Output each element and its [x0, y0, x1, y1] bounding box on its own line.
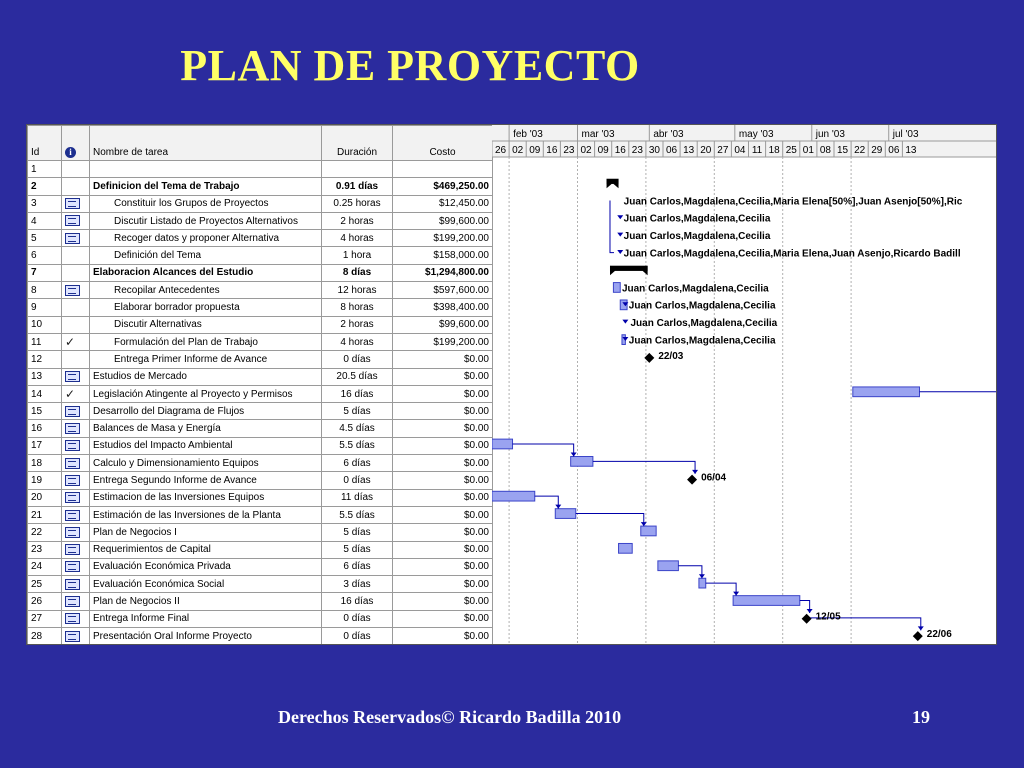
- task-duration: 5.5 días: [322, 437, 393, 454]
- task-indicator: [62, 333, 90, 350]
- task-id: 23: [28, 541, 62, 558]
- week-label: 23: [563, 145, 575, 156]
- dependency-arrowhead: [699, 574, 705, 578]
- task-duration: 0 días: [322, 628, 393, 645]
- table-row[interactable]: [28, 316, 493, 333]
- calendar-icon: [65, 233, 80, 244]
- task-name: Plan de Negocios II: [90, 593, 322, 610]
- table-row[interactable]: [28, 403, 493, 420]
- task-indicator: [62, 385, 90, 402]
- task-indicator: [62, 541, 90, 558]
- week-label: 04: [734, 145, 746, 156]
- task-cost: $398,400.00: [393, 299, 493, 316]
- month-label: feb '03: [513, 129, 543, 140]
- task-cost: $0.00: [393, 610, 493, 627]
- dependency-line: [800, 601, 810, 614]
- task-bar: [492, 491, 535, 501]
- calendar-icon: [65, 596, 80, 607]
- checkmark-icon: ✓: [65, 386, 76, 401]
- task-id: 12: [28, 351, 62, 368]
- table-row[interactable]: [28, 230, 493, 247]
- task-name: Legislación Atingente al Proyecto y Permisos: [90, 385, 322, 402]
- task-indicator: [62, 524, 90, 541]
- task-id: 4: [28, 212, 62, 229]
- task-duration: 11 días: [322, 489, 393, 506]
- task-duration: 4.5 días: [322, 420, 393, 437]
- slide-footer: Derechos Reservados© Ricardo Badilla 2010: [278, 707, 622, 727]
- week-label: 06: [888, 145, 900, 156]
- slide-title: PLAN DE PROYECTO: [180, 41, 640, 90]
- resource-label: Juan Carlos,Magdalena,Cecilia: [623, 231, 771, 243]
- dependency-line: [610, 200, 614, 252]
- calendar-icon: [65, 458, 80, 469]
- task-name: Elaborar borrador propuesta: [90, 299, 322, 316]
- task-indicator: [62, 264, 90, 281]
- table-row[interactable]: [28, 420, 493, 437]
- task-indicator: [62, 212, 90, 229]
- task-id: 16: [28, 420, 62, 437]
- week-label: 29: [871, 145, 883, 156]
- calendar-icon: [65, 198, 80, 209]
- week-label: 15: [836, 145, 849, 156]
- task-duration: 5 días: [322, 524, 393, 541]
- task-cost: $99,600.00: [393, 212, 493, 229]
- task-duration: 6 días: [322, 558, 393, 575]
- task-name: Requerimientos de Capital: [90, 541, 322, 558]
- task-name: [90, 161, 322, 178]
- task-id: 14: [28, 385, 62, 402]
- task-cost: $0.00: [393, 351, 493, 368]
- table-row[interactable]: [28, 558, 493, 575]
- task-duration: 16 días: [322, 385, 393, 402]
- task-bar: [699, 578, 706, 588]
- column-header-indicators[interactable]: [62, 126, 90, 161]
- table-row[interactable]: [28, 195, 493, 212]
- calendar-icon: [65, 510, 80, 521]
- column-header-cost[interactable]: Costo: [393, 126, 493, 161]
- gantt-timeline: [492, 125, 996, 644]
- summary-bar: [610, 266, 648, 271]
- task-name: Balances de Masa y Energía: [90, 420, 322, 437]
- task-cost: [393, 161, 493, 178]
- calendar-icon: [65, 579, 80, 590]
- calendar-icon: [65, 492, 80, 503]
- table-row[interactable]: [28, 264, 493, 281]
- table-row[interactable]: [28, 610, 493, 627]
- task-name: Discutir Alternativas: [90, 316, 322, 333]
- task-name: Recoger datos y proponer Alternativa: [90, 230, 322, 247]
- task-id: 18: [28, 455, 62, 472]
- month-label: mar '03: [581, 129, 615, 140]
- task-duration: 0.25 horas: [322, 195, 393, 212]
- week-label: 08: [819, 145, 832, 156]
- task-indicator: [62, 506, 90, 523]
- calendar-icon: [65, 285, 80, 296]
- dependency-arrowhead: [622, 320, 628, 324]
- task-duration: 8 horas: [322, 299, 393, 316]
- dependency-arrowhead: [555, 505, 561, 509]
- task-indicator: [62, 593, 90, 610]
- task-cost: $0.00: [393, 489, 493, 506]
- table-row[interactable]: [28, 576, 493, 593]
- task-duration: 12 horas: [322, 282, 393, 299]
- task-name: Estudios de Mercado: [90, 368, 322, 385]
- milestone-label: 22/06: [926, 629, 952, 641]
- task-indicator: [62, 178, 90, 195]
- page-number: 19: [912, 707, 930, 727]
- gantt-chart: [26, 124, 997, 645]
- task-duration: 0 días: [322, 610, 393, 627]
- dependency-line: [706, 583, 736, 596]
- week-label: 30: [648, 145, 661, 156]
- task-name: Entrega Segundo Informe de Avance: [90, 472, 322, 489]
- task-indicator: [62, 420, 90, 437]
- task-name: Plan de Negocios I: [90, 524, 322, 541]
- milestone-label: 06/04: [701, 472, 727, 484]
- calendar-icon: [65, 440, 80, 451]
- task-bar: [571, 457, 593, 467]
- task-cost: $0.00: [393, 524, 493, 541]
- dependency-line: [678, 566, 702, 579]
- task-id: 24: [28, 558, 62, 575]
- calendar-icon: [65, 527, 80, 538]
- task-id: 7: [28, 264, 62, 281]
- calendar-icon: [65, 475, 80, 486]
- task-cost: $99,600.00: [393, 316, 493, 333]
- resource-label: Juan Carlos,Magdalena,Cecilia: [623, 213, 771, 225]
- week-label: 27: [717, 145, 729, 156]
- task-cost: $597,600.00: [393, 282, 493, 299]
- task-cost: $469,250.00: [393, 178, 493, 195]
- calendar-icon: [65, 561, 80, 572]
- week-label: 13: [683, 145, 695, 156]
- month-label: may '03: [738, 129, 774, 140]
- week-label: 25: [785, 145, 797, 156]
- milestone-diamond: [687, 475, 697, 485]
- task-id: 21: [28, 506, 62, 523]
- table-row[interactable]: [28, 368, 493, 385]
- resource-label: Juan Carlos,Magdalena,Cecilia: [630, 318, 778, 330]
- task-name: Constituir los Grupos de Proyectos: [90, 195, 322, 212]
- week-label: 22: [854, 145, 866, 156]
- task-rows: [28, 161, 493, 645]
- week-label: 16: [614, 145, 626, 156]
- task-duration: 2 horas: [322, 316, 393, 333]
- task-cost: $0.00: [393, 576, 493, 593]
- task-cost: $199,200.00: [393, 333, 493, 350]
- task-indicator: [62, 558, 90, 575]
- task-id: 9: [28, 299, 62, 316]
- column-header-name[interactable]: Nombre de tarea: [90, 126, 322, 161]
- dependency-line: [535, 496, 559, 509]
- resource-label: Juan Carlos,Magdalena,Cecilia: [628, 335, 776, 347]
- task-id: 26: [28, 593, 62, 610]
- task-id: 20: [28, 489, 62, 506]
- task-indicator: [62, 161, 90, 178]
- calendar-icon: [65, 371, 80, 382]
- task-duration: 4 horas: [322, 333, 393, 350]
- column-header-id[interactable]: Id: [28, 126, 62, 161]
- task-id: 3: [28, 195, 62, 212]
- checkmark-icon: ✓: [65, 334, 76, 349]
- week-label: 02: [580, 145, 592, 156]
- calendar-icon: [65, 406, 80, 417]
- milestone-label: 22/03: [658, 350, 684, 362]
- table-row[interactable]: [28, 506, 493, 523]
- table-row[interactable]: [28, 299, 493, 316]
- task-name: Desarrollo del Diagrama de Flujos: [90, 403, 322, 420]
- task-indicator: [62, 230, 90, 247]
- task-id: 5: [28, 230, 62, 247]
- dependency-arrowhead: [617, 233, 623, 237]
- table-row[interactable]: [28, 212, 493, 229]
- week-label: 06: [665, 145, 678, 156]
- task-id: 6: [28, 247, 62, 264]
- week-label: 11: [751, 145, 763, 156]
- week-label: 16: [546, 145, 558, 156]
- task-name: Estudios del Impacto Ambiental: [90, 437, 322, 454]
- task-table: [27, 125, 493, 645]
- task-cost: $0.00: [393, 420, 493, 437]
- task-id: 2: [28, 178, 62, 195]
- dependency-arrowhead: [692, 470, 698, 474]
- task-indicator: [62, 282, 90, 299]
- task-duration: [322, 161, 393, 178]
- table-row[interactable]: [28, 489, 493, 506]
- task-cost: $0.00: [393, 472, 493, 489]
- column-header-duration[interactable]: Duración: [322, 126, 393, 161]
- table-row[interactable]: [28, 282, 493, 299]
- milestone-diamond: [913, 631, 923, 641]
- task-name: Calculo y Dimensionamiento Equipos: [90, 455, 322, 472]
- task-indicator: [62, 299, 90, 316]
- table-row[interactable]: [28, 385, 493, 402]
- table-header-row: [28, 126, 493, 161]
- task-indicator: [62, 403, 90, 420]
- week-label: 02: [512, 145, 524, 156]
- task-cost: $0.00: [393, 506, 493, 523]
- task-name: Evaluación Económica Social: [90, 576, 322, 593]
- resource-label: Juan Carlos,Magdalena,Cecilia: [628, 300, 776, 312]
- task-name: Entrega Primer Informe de Avance: [90, 351, 322, 368]
- task-indicator: [62, 437, 90, 454]
- task-duration: 1 hora: [322, 247, 393, 264]
- table-row[interactable]: [28, 524, 493, 541]
- calendar-icon: [65, 631, 80, 642]
- table-row[interactable]: [28, 628, 493, 645]
- task-name: Recopilar Antecedentes: [90, 282, 322, 299]
- task-id: 17: [28, 437, 62, 454]
- dependency-arrowhead: [617, 250, 623, 254]
- task-bar: [733, 596, 800, 606]
- week-label: 18: [768, 145, 780, 156]
- task-id: 19: [28, 472, 62, 489]
- table-row[interactable]: [28, 247, 493, 264]
- task-bar: [619, 543, 633, 553]
- milestone-diamond: [802, 614, 812, 624]
- info-icon: i: [65, 147, 76, 158]
- task-name: Estimación de las Inversiones de la Planta: [90, 506, 322, 523]
- table-row[interactable]: [28, 437, 493, 454]
- task-duration: 2 horas: [322, 212, 393, 229]
- dependency-line: [513, 444, 574, 457]
- task-indicator: [62, 455, 90, 472]
- dependency-arrowhead: [807, 609, 813, 613]
- dependency-arrowhead: [918, 626, 924, 630]
- week-label: 26: [494, 145, 507, 156]
- calendar-icon: [65, 544, 80, 555]
- task-bar: [613, 283, 620, 293]
- task-id: 13: [28, 368, 62, 385]
- resource-label: Juan Carlos,Magdalena,Cecilia,Maria Elena[50%],Juan Asenjo[50%],Ric: [623, 196, 963, 208]
- task-cost: $0.00: [393, 437, 493, 454]
- table-row[interactable]: [28, 541, 493, 558]
- task-name: Presentación Oral Informe Proyecto: [90, 628, 322, 645]
- dependency-line: [576, 514, 644, 527]
- week-label: 09: [529, 145, 541, 156]
- task-indicator: [62, 351, 90, 368]
- week-label: 01: [802, 145, 814, 156]
- task-indicator: [62, 247, 90, 264]
- task-indicator: [62, 316, 90, 333]
- task-indicator: [62, 472, 90, 489]
- task-bar: [853, 387, 920, 397]
- task-duration: 0.91 días: [322, 178, 393, 195]
- task-cost: $1,294,800.00: [393, 264, 493, 281]
- task-duration: 5 días: [322, 403, 393, 420]
- task-bar: [555, 509, 576, 519]
- table-row[interactable]: [28, 178, 493, 195]
- task-bar: [641, 526, 656, 536]
- task-duration: 4 horas: [322, 230, 393, 247]
- task-cost: $0.00: [393, 455, 493, 472]
- task-cost: $0.00: [393, 593, 493, 610]
- task-name: Formulación del Plan de Trabajo: [90, 333, 322, 350]
- dependency-arrowhead: [617, 215, 623, 219]
- task-name: Entrega Informe Final: [90, 610, 322, 627]
- task-indicator: [62, 628, 90, 645]
- task-bar: [658, 561, 679, 571]
- milestone-label: 12/05: [815, 611, 841, 623]
- task-duration: 5 días: [322, 541, 393, 558]
- task-name: Definicion del Tema de Trabajo: [90, 178, 322, 195]
- task-name: Elaboracion Alcances del Estudio: [90, 264, 322, 281]
- calendar-icon: [65, 423, 80, 434]
- task-indicator: [62, 368, 90, 385]
- month-label: jul '03: [892, 129, 919, 140]
- task-id: 8: [28, 282, 62, 299]
- month-label: jun '03: [815, 129, 845, 140]
- task-name: Estimacion de las Inversiones Equipos: [90, 489, 322, 506]
- task-cost: $0.00: [393, 541, 493, 558]
- task-id: 10: [28, 316, 62, 333]
- dependency-arrowhead: [733, 592, 739, 596]
- task-id: 28: [28, 628, 62, 645]
- task-cost: $158,000.00: [393, 247, 493, 264]
- task-duration: 6 días: [322, 455, 393, 472]
- task-duration: 3 días: [322, 576, 393, 593]
- task-id: 11: [28, 333, 62, 350]
- week-label: 09: [597, 145, 609, 156]
- task-id: 15: [28, 403, 62, 420]
- task-indicator: [62, 610, 90, 627]
- dependency-line: [593, 461, 695, 474]
- week-label: 20: [700, 145, 712, 156]
- table-row[interactable]: [28, 161, 493, 178]
- task-name: Evaluación Económica Privada: [90, 558, 322, 575]
- resource-label: Juan Carlos,Magdalena,Cecilia,Maria Elena,Juan Asenjo,Ricardo Badill: [623, 248, 961, 260]
- task-cost: $0.00: [393, 368, 493, 385]
- task-cost: $0.00: [393, 385, 493, 402]
- task-duration: 0 días: [322, 351, 393, 368]
- task-id: 27: [28, 610, 62, 627]
- calendar-icon: [65, 215, 80, 226]
- table-row[interactable]: [28, 455, 493, 472]
- week-label: 13: [905, 145, 917, 156]
- task-indicator: [62, 489, 90, 506]
- task-id: 1: [28, 161, 62, 178]
- month-label: abr '03: [653, 129, 684, 140]
- table-row[interactable]: [28, 351, 493, 368]
- table-row[interactable]: [28, 472, 493, 489]
- week-label: 23: [631, 145, 643, 156]
- task-duration: 8 días: [322, 264, 393, 281]
- task-duration: 16 días: [322, 593, 393, 610]
- task-cost: $0.00: [393, 558, 493, 575]
- task-cost: $0.00: [393, 403, 493, 420]
- task-bar: [492, 439, 513, 449]
- task-cost: $12,450.00: [393, 195, 493, 212]
- task-cost: $199,200.00: [393, 230, 493, 247]
- task-id: 25: [28, 576, 62, 593]
- task-duration: 0 días: [322, 472, 393, 489]
- resource-label: Juan Carlos,Magdalena,Cecilia: [621, 283, 769, 295]
- task-name: Discutir Listado de Proyectos Alternativos: [90, 212, 322, 229]
- calendar-icon: [65, 613, 80, 624]
- table-row[interactable]: [28, 593, 493, 610]
- task-indicator: [62, 576, 90, 593]
- task-duration: 5.5 días: [322, 506, 393, 523]
- task-name: Definición del Tema: [90, 247, 322, 264]
- dependency-arrowhead: [571, 453, 577, 457]
- task-cost: $0.00: [393, 628, 493, 645]
- table-row[interactable]: [28, 333, 493, 350]
- task-id: 22: [28, 524, 62, 541]
- task-duration: 20.5 días: [322, 368, 393, 385]
- task-indicator: [62, 195, 90, 212]
